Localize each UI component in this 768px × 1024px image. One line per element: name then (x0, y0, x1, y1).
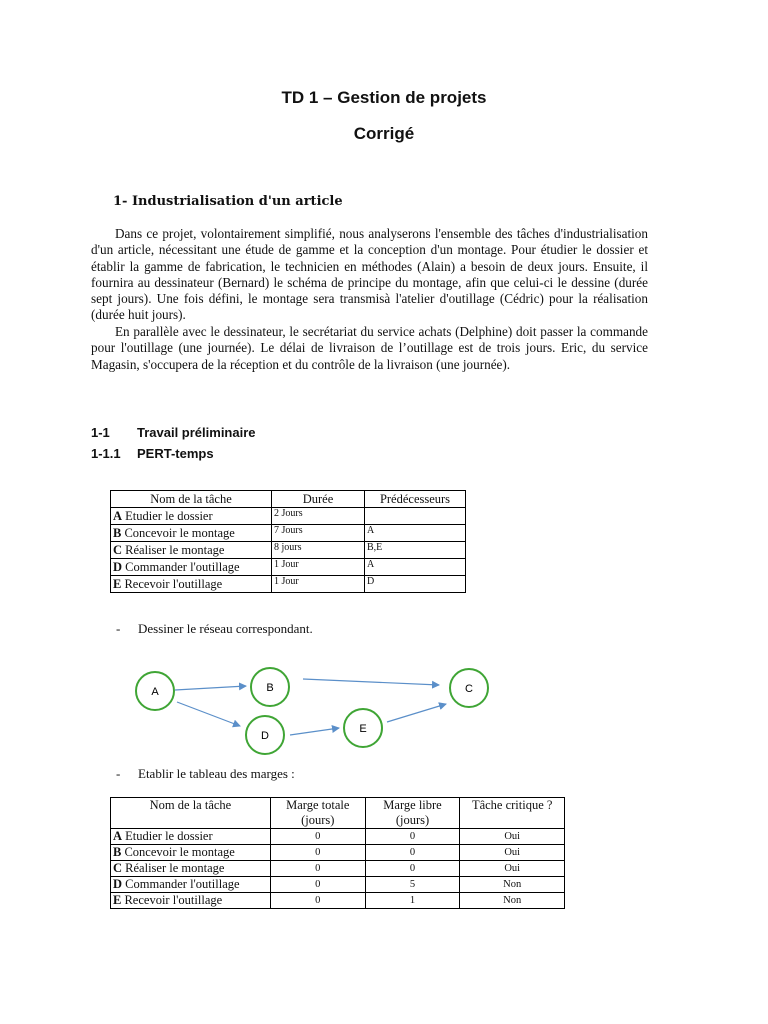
margin-table (110, 797, 565, 909)
predecessor-cell: D (365, 576, 466, 593)
header-predecessors: Prédécesseurs (365, 491, 466, 508)
document-subtitle: Corrigé (353, 124, 415, 143)
node-e (344, 709, 382, 747)
header-line: (jours) (395, 813, 430, 827)
margin-table-header (111, 798, 565, 829)
task-name: Recevoir l'outillage (124, 576, 223, 591)
critical-cell: Non (460, 893, 565, 909)
edge-a-b (175, 686, 246, 690)
subsection-number-1-1-1: 1-1.1 (91, 446, 121, 461)
header-free-margin (365, 798, 460, 829)
table-row (111, 845, 565, 861)
table-row (111, 542, 466, 559)
task-name-cell (111, 877, 271, 893)
subsection-title-1-1-1: PERT-temps (137, 446, 214, 461)
task-name-cell (111, 576, 272, 593)
instruction-margin-table: Etablir le tableau des marges : (138, 766, 295, 781)
duration-cell: 8 jours (272, 542, 365, 559)
subsection-number-1-1: 1-1 (91, 425, 110, 440)
node-b-label: B (266, 682, 274, 694)
total-margin-cell: 0 (270, 861, 365, 877)
document-title: TD 1 – Gestion de projets (281, 88, 487, 107)
paragraph-2 (91, 324, 648, 373)
edge-e-c (387, 704, 446, 722)
node-b (251, 668, 289, 706)
duration-cell: 1 Jour (272, 576, 365, 593)
task-letter: A (113, 508, 123, 523)
pert-network-diagram (110, 655, 510, 760)
header-task-name: Nom de la tâche (111, 491, 272, 508)
task-name: Commander l'outillage (125, 559, 240, 574)
network-edges (175, 679, 446, 735)
header-line: Marge libre (383, 798, 442, 812)
network-nodes (136, 668, 488, 754)
task-name: Réaliser le montage (125, 542, 225, 557)
duration-cell: 2 Jours (272, 508, 365, 525)
table-row (111, 508, 466, 525)
task-name: Concevoir le montage (124, 845, 235, 859)
task-letter: C (113, 542, 123, 557)
paragraph-2-text: En parallèle avec le dessinateur, le secrétariat du service achats (Delphine) doit passer la commande pour l'outillage (une journée). Le délai de livraison de l’outillage est de trois jours. Eric, du service Magasin, s'occupera de la réception et du contrôle de la livraison (une journée). (91, 324, 648, 372)
paragraph-1 (91, 226, 648, 324)
predecessor-cell: A (365, 525, 466, 542)
edge-d-e (290, 728, 339, 735)
table-row (111, 559, 466, 576)
predecessor-cell (365, 508, 466, 525)
header-duration: Durée (272, 491, 365, 508)
header-line: (jours) (301, 813, 335, 827)
task-name-cell (111, 542, 272, 559)
task-table-header (111, 491, 466, 508)
critical-cell: Oui (460, 861, 565, 877)
task-name-cell (111, 525, 272, 542)
total-margin-cell: 0 (270, 877, 365, 893)
task-name-cell (111, 508, 272, 525)
critical-cell: Non (460, 877, 565, 893)
node-c-label: C (465, 683, 473, 695)
bullet-dash: - (116, 766, 121, 781)
node-a-label: A (151, 686, 159, 698)
table-row (111, 525, 466, 542)
task-name: Etudier le dossier (125, 829, 213, 843)
header-line: Tâche critique ? (471, 798, 553, 812)
header-line: Marge totale (286, 798, 350, 812)
subsection-title-1-1: Travail préliminaire (137, 425, 256, 440)
task-letter: B (113, 525, 122, 540)
node-d (246, 716, 284, 754)
header-critical-task (460, 798, 565, 829)
task-letter: D (113, 559, 123, 574)
task-name-cell (111, 861, 271, 877)
header-task-name (111, 798, 271, 829)
paragraph-1-text: Dans ce projet, volontairement simplifié, nous analyserons l'ensemble des tâches d'industrialisation d'un article, nécessitant une étude de gamme et la conception d'un montage. Pour étudier le dossier et établir la gamme de fabrication, le technicien en méthodes (Alain) a besoin de deux jours. Ensuite, il fournira au dessinateur (Bernard) le schéma de principe du montage, afin que celui-ci le dessine (durée sept jours). Une fois défini, le montage sera transmisà l'atelier d'outillage (Cédric) pour la réalisation (durée huit jours). (91, 226, 648, 323)
duration-cell: 1 Jour (272, 559, 365, 576)
table-row (111, 576, 466, 593)
bullet-dash: - (116, 621, 121, 636)
total-margin-cell: 0 (270, 829, 365, 845)
table-row (111, 877, 565, 893)
task-name: Commander l'outillage (125, 877, 240, 891)
task-name: Concevoir le montage (124, 525, 235, 540)
task-letter: A (113, 829, 123, 843)
node-d-label: D (261, 730, 269, 742)
table-row (111, 893, 565, 909)
node-c (450, 669, 488, 707)
task-name-cell (111, 845, 271, 861)
free-margin-cell: 0 (365, 829, 460, 845)
critical-cell: Oui (460, 845, 565, 861)
free-margin-cell: 5 (365, 877, 460, 893)
task-table (110, 490, 466, 593)
node-e-label: E (359, 723, 367, 735)
predecessor-cell: B,E (365, 542, 466, 559)
free-margin-cell: 1 (365, 893, 460, 909)
node-a (136, 672, 174, 710)
table-row (111, 861, 565, 877)
table-row (111, 829, 565, 845)
task-letter: E (113, 576, 122, 591)
task-letter: E (113, 893, 122, 907)
task-name-cell (111, 829, 271, 845)
free-margin-cell: 0 (365, 845, 460, 861)
instruction-draw-network: Dessiner le réseau correspondant. (138, 621, 313, 636)
task-name: Réaliser le montage (125, 861, 225, 875)
duration-cell: 7 Jours (272, 525, 365, 542)
predecessor-cell: A (365, 559, 466, 576)
total-margin-cell: 0 (270, 893, 365, 909)
header-total-margin (270, 798, 365, 829)
edge-b-c (303, 679, 439, 685)
total-margin-cell: 0 (270, 845, 365, 861)
edge-a-d (177, 702, 240, 726)
task-name-cell (111, 893, 271, 909)
header-line: Nom de la tâche (149, 798, 232, 812)
section-heading: 1- Industrialisation d'un article (113, 194, 343, 209)
task-letter: B (113, 845, 122, 859)
task-letter: C (113, 861, 123, 875)
critical-cell: Oui (460, 829, 565, 845)
task-letter: D (113, 877, 123, 891)
task-name: Recevoir l'outillage (124, 893, 223, 907)
free-margin-cell: 0 (365, 861, 460, 877)
task-name-cell (111, 559, 272, 576)
task-name: Etudier le dossier (125, 508, 213, 523)
